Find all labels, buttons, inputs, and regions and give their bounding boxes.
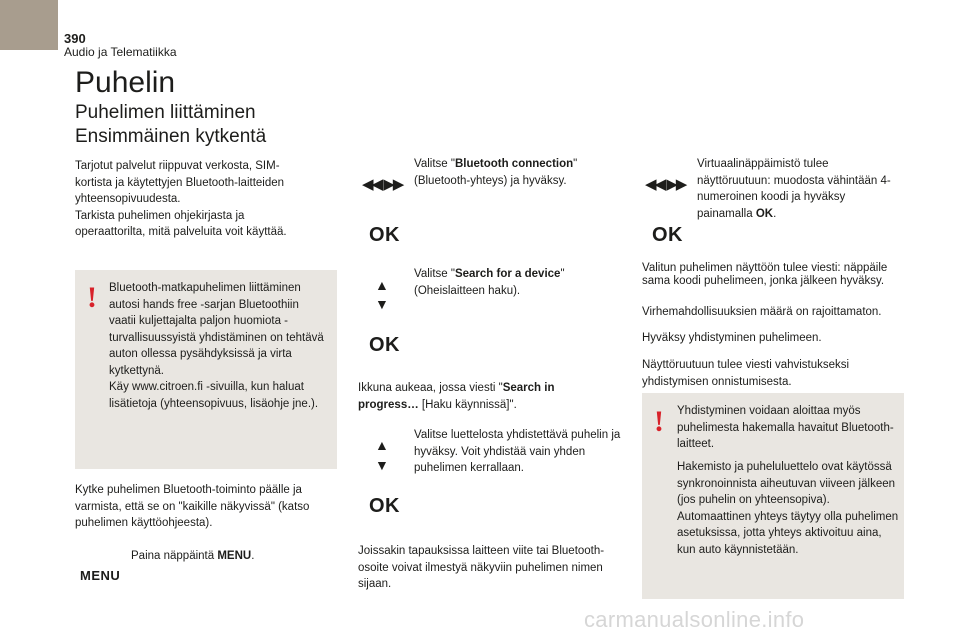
warning-icon: !: [87, 281, 97, 314]
intro-text: Tarjotut palvelut riippuvat verkosta, SIM-kortista ja käytettyjen Bluetooth-laitteiden yhteensopivuudesta. Tarkista puhelimen ohjekirjasta ja operaattorilta, mitä palveluita voit käyttää.: [75, 160, 287, 238]
confirmation-text: Näyttöruutuun tulee viesti vahvistukseksi yhdistymisen onnistumisesta.: [642, 359, 850, 388]
page-number: 390: [64, 31, 86, 46]
bluetooth-instruction: Kytke puhelimen Bluetooth-toiminto päälle ja varmista, että se on "kaikille näkyvissä" (katso puhelimen käyttöohjeesta).: [75, 484, 310, 529]
step-bluetooth-connection: Valitse "Bluetooth connection" (Bluetooth-yhteys) ja hyväksy.: [414, 158, 578, 187]
menu-key-label: MENU: [217, 550, 252, 562]
watermark-text: carmanualsonline.info: [584, 607, 805, 632]
seek-arrows-icon: ◀◀ ▶▶: [362, 176, 403, 193]
search-progress-text: Ikkuna aukeaa, jossa viesti "Search in progress… [Haku käynnissä]".: [358, 382, 555, 411]
ok-button-icon: OK: [369, 334, 400, 356]
seek-arrows-icon: ◀◀ ▶▶: [645, 176, 686, 193]
subheading: [75, 101, 266, 149]
unlimited-attempts-text: Virhemahdollisuuksien määrä on rajoittamaton.: [642, 306, 882, 318]
warning-text-2b: Hakemisto ja puheluluettelo ovat käytössä synkronoinnista aiheutuvan viiveen jälkeen (jos puhelin on yhteensopiva). Automaattinen yhteys täytyy olla puhelimen asetuksissa, jotta yhteys aktivoituu aina, kun auto käynnistetään.: [677, 461, 899, 556]
step-search-device: Valitse "Search for a device" (Oheislaitteen haku).: [414, 268, 565, 297]
warning-text-2a: Yhdistyminen voidaan aloittaa myös puhelimesta hakemalla havaitut Bluetooth-laitteet.: [677, 405, 894, 450]
device-address-note: Joissakin tapauksissa laitteen viite tai Bluetooth-osoite voivat ilmestyä näkyviin puhelimen nimen sijaan.: [358, 545, 605, 590]
step-virtual-keypad: Virtuaalinäppäimistö tulee näyttöruutuun: muodosta vähintään 4-numeroinen koodi ja hyväksy painamalla OK.: [697, 158, 891, 220]
page-title: Puhelin: [75, 66, 176, 99]
subheading-line-2: Ensimmäinen kytkentä: [75, 126, 267, 147]
subheading-line-1: Puhelimen liittäminen: [75, 102, 256, 123]
warning-icon: !: [654, 405, 664, 438]
step-select-phone: Valitse luettelosta yhdistettävä puhelin ja hyväksy. Voit yhdistää vain yhden puhelimen kerrallaan.: [414, 429, 621, 474]
down-arrow-icon: ▼: [375, 296, 389, 312]
up-arrow-icon: ▲: [375, 277, 389, 293]
warning-text-1: Bluetooth-matkapuhelimen liittäminen autosi hands free -sarjan Bluetoothiin vaatii kuljettajalta paljon huomiota - turvallisuussyistä yhdistäminen on tehtävä auton ollessa pysähdyksissä ja virta kytkettynä. Käy www.citroen.fi -sivuilla, kun haluat lisätietoja (yhteensopivuus, lisäohje jne.).: [109, 282, 324, 410]
up-arrow-icon: ▲: [375, 437, 389, 453]
ok-button-icon: OK: [369, 495, 400, 517]
ok-button-icon: OK: [652, 224, 683, 246]
menu-button-icon: MENU: [80, 568, 121, 583]
phone-code-message: Valitun puhelimen näyttöön tulee viesti: näppäile sama koodi puhelimeen, jonka jälkeen hyväksy.: [642, 262, 888, 287]
accept-connection-text: Hyväksy yhdistyminen puhelimeen.: [642, 332, 822, 344]
ok-button-icon: OK: [369, 224, 400, 246]
down-arrow-icon: ▼: [375, 457, 389, 473]
section-title: Audio ja Telematiikka: [64, 45, 177, 59]
corner-tab: [0, 0, 58, 50]
press-menu-text: Paina näppäintä MENU.: [131, 550, 255, 562]
